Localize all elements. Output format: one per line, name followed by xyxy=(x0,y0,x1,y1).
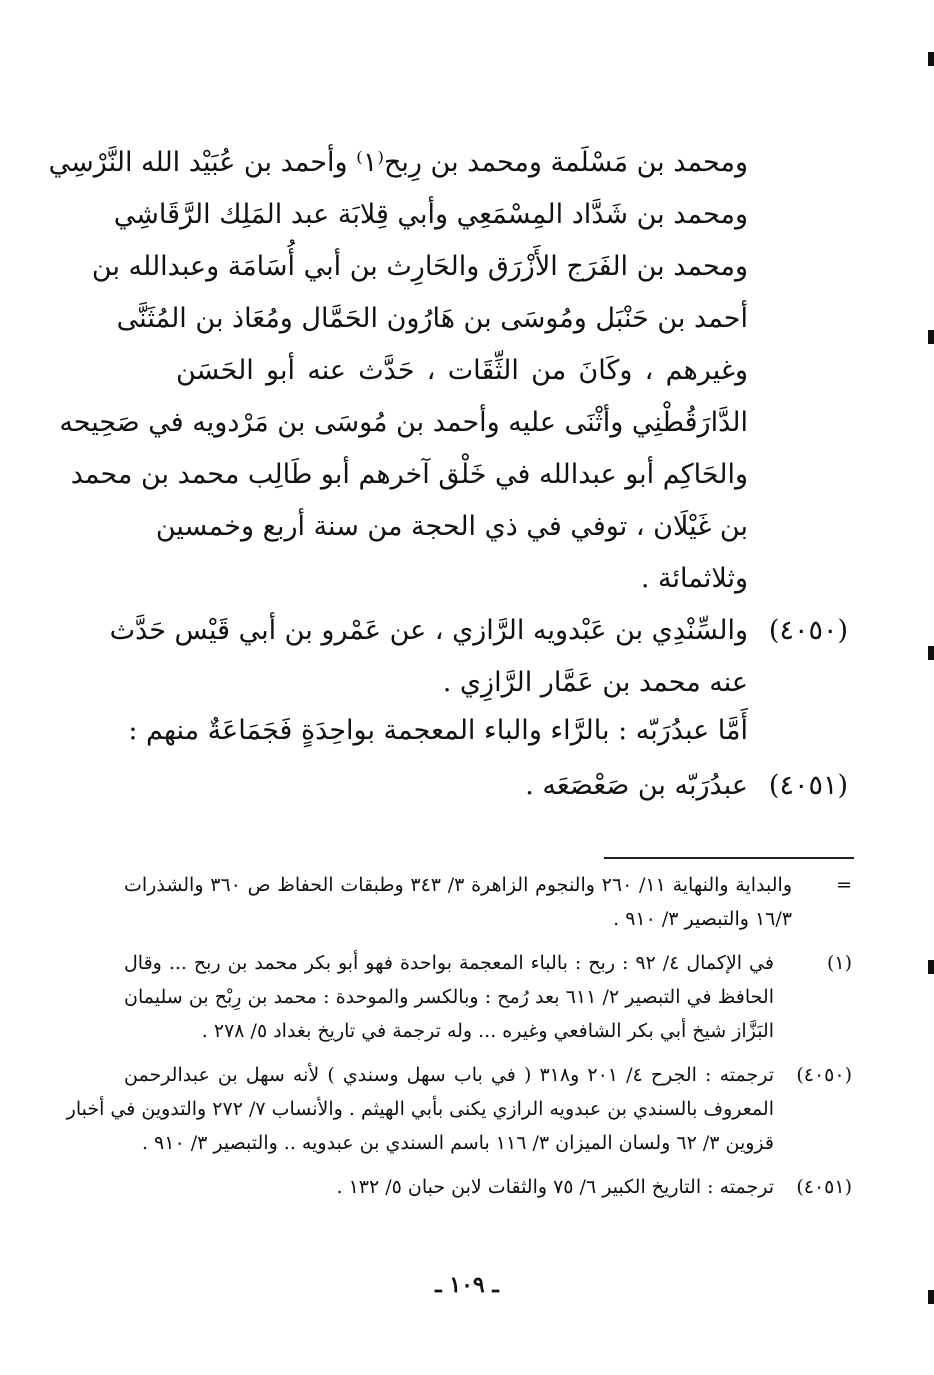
scan-edge-mark xyxy=(928,52,934,66)
body-line-6: الدَّارَقُطْنِي وأثْنَى عليه وأحمد بن مُوسَى بن مَرْدويه في صَحِيحه xyxy=(59,407,748,438)
body-line-3: ومحمد بن الفَرَج الأَزْرَق والحَارِث بن أبي أُسَامَة وعبدالله بن xyxy=(91,251,748,282)
page-number: ـ ١٠٩ ـ xyxy=(435,1272,499,1298)
footnote-1-line-3: البَزَّاز شيخ أبي بكر الشافعي وغيره ... وله ترجمة في تاريخ بغداد ٥/ ٢٧٨ . xyxy=(201,1020,774,1042)
footnote-1-line-1: في الإكمال ٤/ ٩٢ : ربح : بالباء المعجمة بواحدة فهو أبو بكر محمد بن ربح ... وقال xyxy=(124,952,774,974)
footnote-4051-marker: (٤٠٥١) xyxy=(796,1176,852,1198)
footnote-4051-line-1: ترجمته : التاريخ الكبير ٦/ ٧٥ والثقات لابن حبان ٥/ ١٣٢ . xyxy=(336,1176,774,1198)
scan-edge-mark xyxy=(928,1290,934,1304)
body-line-2: ومحمد بن شَدَّاد المِسْمَعِي وأبي قِلابَة عبد المَلِك الرَّقَاشِي xyxy=(113,199,748,230)
footnote-4050-line-3: قزوين ٣/ ٦٢ ولسان الميزان ٣/ ١١٦ باسم السندي بن عبدويه .. والتبصير ٣/ ٩١٠ . xyxy=(141,1132,774,1154)
footnote-1-marker: (١) xyxy=(826,952,852,974)
entry-4050-line-1: والسِّنْدِي بن عَبْدويه الرَّازي ، عن عَمْرو بن أبي قَيْس حَدَّث xyxy=(109,615,748,646)
body-line-5: وغيرهم ، وكَانَ من الثِّقَات ، حَدَّث عنه أبو الحَسَن xyxy=(176,355,748,386)
scan-edge-mark xyxy=(928,960,934,974)
entry-number-4051: (٤٠٥١) xyxy=(768,770,848,801)
footnote-divider xyxy=(604,857,854,859)
footnote-4050-line-2: المعروف بالسندي بن عبدويه الرازي يكنى بأبي الهيثم . والأنساب ٧/ ٢٧٢ والتدوين في أخبار xyxy=(66,1098,774,1120)
footnote-continuation-marker: = xyxy=(836,874,852,896)
section-heading: أَمَّا عبدُرَبّه : بالرَّاء والباء المعجمة بواحِدَةٍ فَجَمَاعَةٌ منهم : xyxy=(128,715,748,746)
footnote-4050-marker: (٤٠٥٠) xyxy=(796,1064,852,1086)
footnote-1-line-2: الحافظ في التبصير ٢/ ٦١١ بعد رُمح : وبالكسر والموحدة : محمد بن رِبْح بن سليمان xyxy=(124,986,774,1008)
scan-edge-mark xyxy=(928,330,934,344)
body-line-8: بن غَيْلَان ، توفي في ذي الحجة من سنة أربع وخمسين xyxy=(155,511,748,542)
entry-number-4050: (٤٠٥٠) xyxy=(768,615,848,646)
body-line-4: أحمد بن حَنْبَل ومُوسَى بن هَارُون الحَمَّال ومُعَاذ بن المُثَنَّى xyxy=(116,303,748,334)
scan-edge-mark xyxy=(928,646,934,660)
body-line-7: والحَاكِم أبو عبدالله في خَلْق آخرهم أبو طَالِب محمد بن محمد xyxy=(70,459,748,490)
entry-4051-text: عبدُرَبّه بن صَعْصَعَه . xyxy=(525,770,748,801)
footnote-4050-line-1: ترجمته : الجرح ٤/ ٢٠١ و٣١٨ ( في باب سهل وسندي ) لأنه سهل بن عبدالرحمن xyxy=(124,1064,774,1086)
body-line-1: ومحمد بن مَسْلَمة ومحمد بن رِبح⁽١⁾ وأحمد بن عُبَيْد الله النَّرْسِي xyxy=(48,147,748,178)
body-line-9: وثلاثمائة . xyxy=(640,563,748,594)
footnote-continuation-line-2: ١٦/٣ والتبصير ٣/ ٩١٠ . xyxy=(613,908,792,930)
entry-4050-line-2: عنه محمد بن عَمَّار الرَّازِي . xyxy=(442,667,748,698)
footnote-continuation-line-1: والبداية والنهاية ١١/ ٢٦٠ والنجوم الزاهرة ٣/ ٣٤٣ وطبقات الحفاظ ص ٣٦٠ والشذرات xyxy=(124,874,792,896)
